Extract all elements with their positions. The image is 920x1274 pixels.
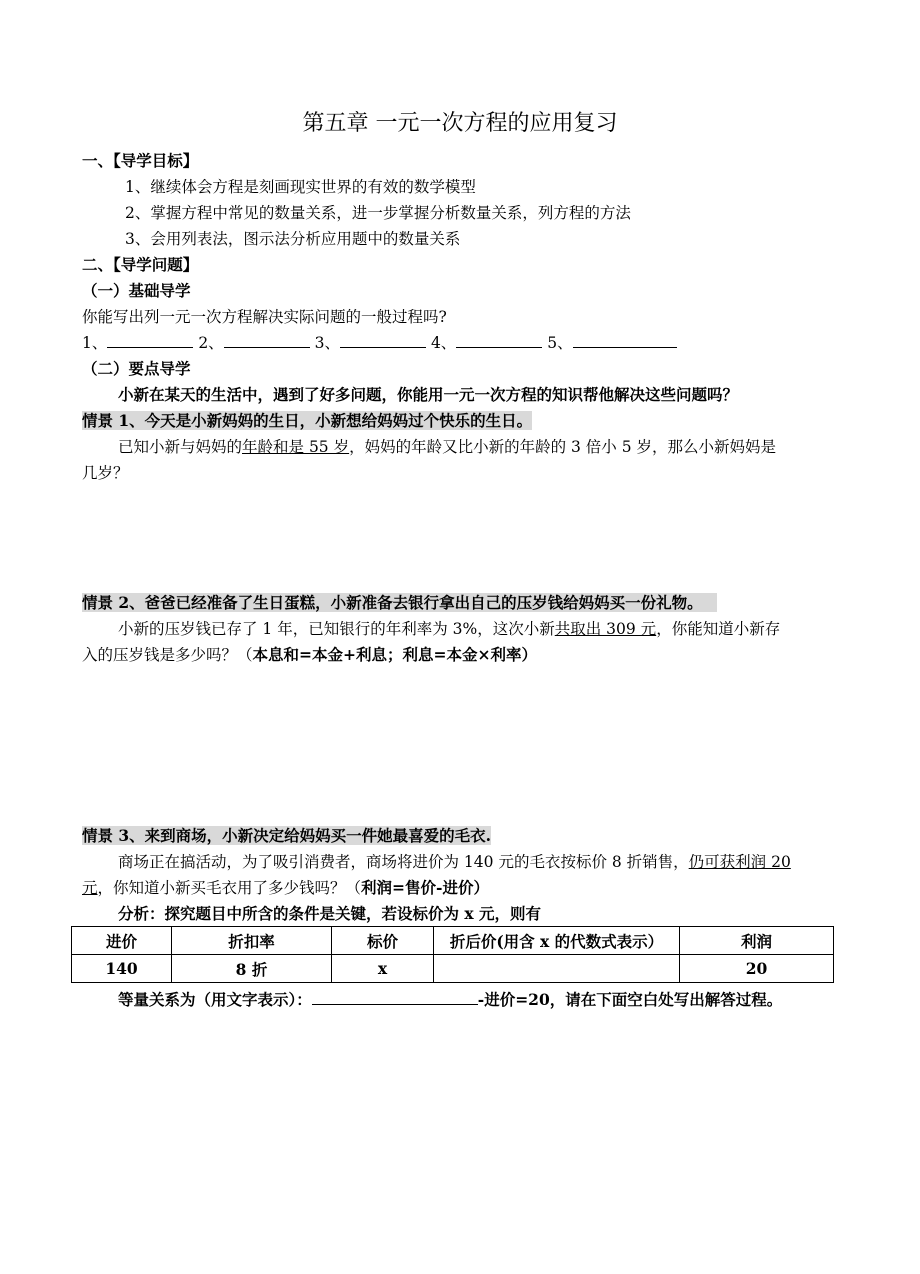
scenario3-heading: 情景 3、来到商场，小新决定给妈妈买一件她最喜爱的毛衣. bbox=[82, 826, 492, 845]
process-step-1-blank[interactable] bbox=[107, 333, 193, 348]
scenario1-text-line1: 已知小新与妈妈的年龄和是 55 岁，妈妈的年龄又比小新的年龄的 3 倍小 5 岁，那么小新妈妈是 bbox=[118, 438, 777, 456]
blank-label-3: 3、 bbox=[314, 334, 340, 352]
equality-relation-blank[interactable] bbox=[312, 990, 478, 1005]
cell-discount-rate: 8 折 bbox=[172, 955, 332, 983]
header-profit: 利润 bbox=[680, 927, 834, 955]
withdraw-amount-underline: 共取出 309 元 bbox=[554, 620, 657, 638]
scenario1-heading: 情景 1、今天是小新妈妈的生日，小新想给妈妈过个快乐的生日。 bbox=[82, 411, 533, 430]
key-guide-intro: 小新在某天的生活中，遇到了好多问题，你能用一元一次方程的知识帮他解决这些问题吗？ bbox=[118, 385, 739, 404]
scenario3-text-line1: 商场正在搞活动，为了吸引消费者，商场将进价为 140 元的毛衣按标价 8 折销售，仍可获利润 20 bbox=[118, 853, 791, 871]
section2-heading: 二、【导学问题】 bbox=[82, 255, 199, 274]
age-sum-underline: 年龄和是 55 岁 bbox=[242, 438, 350, 456]
analysis-text: 分析：探究题目中所含的条件是关键，若设标价为 x 元，则有 bbox=[118, 904, 542, 923]
key-guide-heading: （二）要点导学 bbox=[82, 359, 191, 378]
table-header-row bbox=[72, 927, 834, 955]
basic-guide-heading: （一）基础导学 bbox=[82, 281, 191, 300]
scenario2-heading: 情景 2、爸爸已经准备了生日蛋糕，小新准备去银行拿出自己的压岁钱给妈妈买一份礼物。 bbox=[82, 593, 717, 613]
blank-label-5: 5、 bbox=[547, 334, 573, 352]
scenario2-text-line1: 小新的压岁钱已存了 1 年，已知银行的年利率为 3%，这次小新共取出 309 元，你能知道小新存 bbox=[118, 620, 781, 638]
equality-relation-line: 等量关系为（用文字表示）： -进价=20，请在下面空白处写出解答过程。 bbox=[118, 990, 783, 1009]
profit-underline: 仍可获利润 20 bbox=[688, 853, 791, 871]
scenario3-text-line2: 元，你知道小新买毛衣用了多少钱吗？（利润=售价-进价） bbox=[82, 878, 489, 897]
process-step-4-blank[interactable] bbox=[456, 333, 542, 348]
page-title: 第五章 一元一次方程的应用复习 bbox=[302, 111, 618, 136]
price-table bbox=[71, 926, 834, 983]
goal-item-2: 2、掌握方程中常见的数量关系，进一步掌握分析数量关系，列方程的方法 bbox=[125, 204, 631, 222]
blank-label-1: 1、 bbox=[82, 334, 108, 352]
process-step-5-blank[interactable] bbox=[573, 333, 677, 348]
table-row bbox=[72, 955, 834, 983]
process-step-3-blank[interactable] bbox=[340, 333, 426, 348]
process-step-2-blank[interactable] bbox=[224, 333, 310, 348]
scenario1-text-line2: 几岁？ bbox=[82, 464, 129, 482]
cell-profit: 20 bbox=[680, 955, 834, 983]
goal-item-3: 3、会用列表法，图示法分析应用题中的数量关系 bbox=[125, 230, 461, 248]
blank-label-4: 4、 bbox=[430, 334, 457, 352]
scenario2-text-line2: 入的压岁钱是多少吗？（本息和=本金+利息；利息=本金×利率） bbox=[82, 645, 537, 664]
header-list-price: 标价 bbox=[332, 927, 434, 955]
header-discounted-price: 折后价(用含 x 的代数式表示） bbox=[434, 927, 680, 955]
cell-list-price: x bbox=[332, 955, 434, 983]
header-cost-price: 进价 bbox=[72, 927, 172, 955]
basic-question: 你能写出列一元一次方程解决实际问题的一般过程吗? bbox=[82, 308, 447, 326]
cell-cost-price: 140 bbox=[72, 955, 172, 983]
process-blanks-row bbox=[82, 333, 677, 353]
blank-label-2: 2、 bbox=[198, 334, 224, 352]
section1-heading: 一、【导学目标】 bbox=[82, 151, 199, 170]
goal-item-1: 1、继续体会方程是刻画现实世界的有效的数学模型 bbox=[125, 178, 476, 196]
header-discount-rate: 折扣率 bbox=[172, 927, 332, 955]
cell-discounted-price-input[interactable] bbox=[434, 955, 680, 983]
